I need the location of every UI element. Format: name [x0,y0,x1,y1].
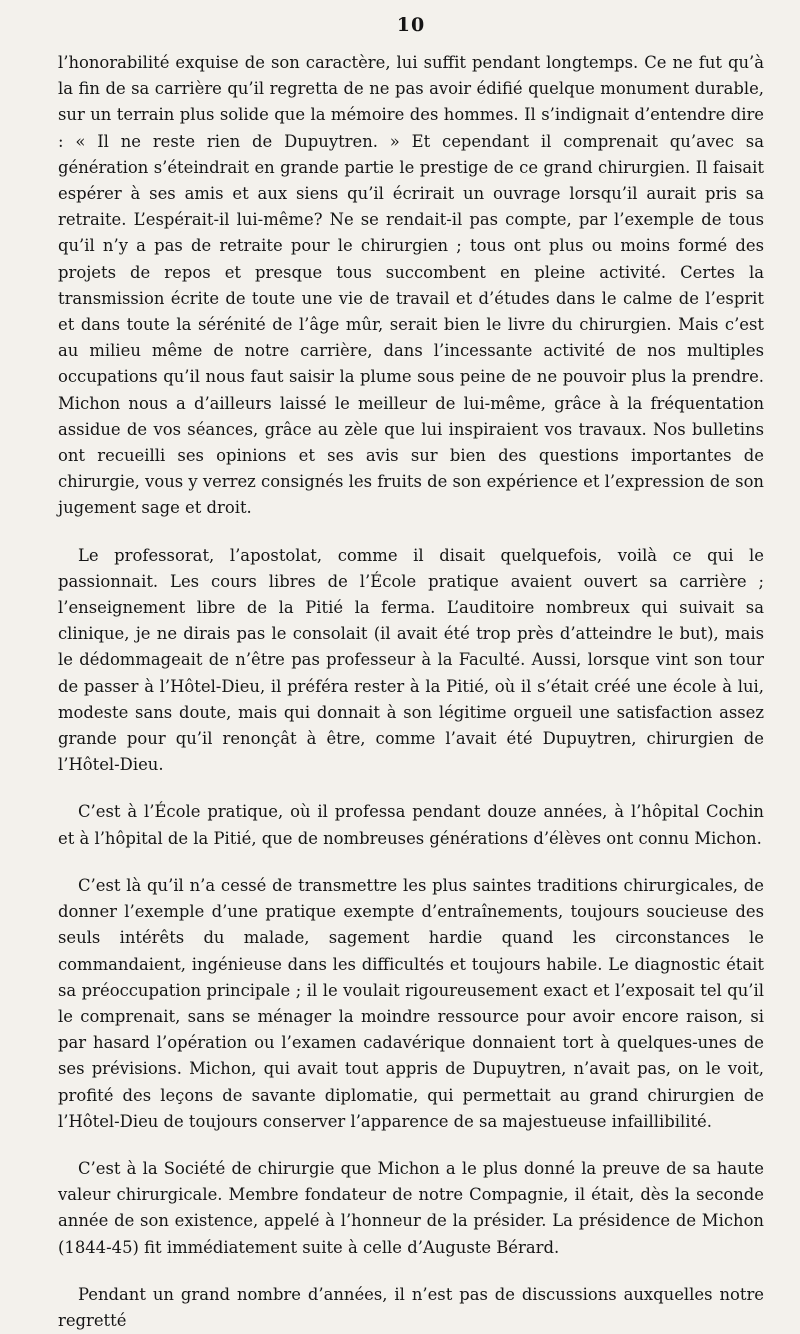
paragraph-3: C’est à l’École pratique, où il professa pendant douze années, à l’hôpital Cochin et à l’hôpital de la Pitié, que de nombreuses générations d’élèves ont connu Michon. [58,802,764,848]
paragraph-1: l’honorabilité exquise de son caractère, lui suffit pendant longtemps. Ce ne fut qu’à la fin de sa carrière qu’il regretta de ne pas avoir édifié quelque monument durable, sur un terrain plus solide que la mémoire des hommes. Il s’indignait d’entendre dire : « Il ne reste rien de Dupuytren. » Et cependant il comprenait qu’avec sa génération s’éteindrait en grande partie le prestige de ce grand chirurgien. Il faisait espérer à ses amis et aux siens qu’il écrirait un ouvrage lorsqu’il aurait pris sa retraite. L’espérait-il lui-même? Ne se rendait-il pas compte, par l’exemple de tous qu’il n’y a pas de retraite pour le chirurgien ; tous ont plus ou moins formé des projets de repos et presque tous succombent en pleine activité. Certes la transmission écrite de toute une vie de travail et d’études dans le calme de l’esprit et dans toute la sérénité de l’âge mûr, serait bien le livre du chirurgien. Mais c’est au milieu même de notre carrière, dans l’incessante activité de nos multiples occupations qu’il nous faut saisir la plume sous peine de ne pouvoir plus la prendre. Michon nous a d’ailleurs laissé le meilleur de lui-même, grâce à la fréquentation assidue de vos séances, grâce au zèle que lui inspiraient vos travaux. Nos bulletins ont recueilli ses opinions et ses avis sur bien des questions importantes de chirurgie, vous y verrez consignés les fruits de son expérience et l’expression de son jugement sage et droit. [58,53,764,518]
paragraph-2: Le professorat, l’apostolat, comme il disait quelquefois, voilà ce qui le passionnait. Les cours libres de l’École pratique avaient ouvert sa carrière ; l’enseignement libre de la Pitié la ferma. L’auditoire nombreux qui suivait sa clinique, je ne dirais pas le consolait (il avait été trop près d’atteindre le but), mais le dédommageait de n’être pas professeur à la Faculté. Aussi, lorsque vint son tour de passer à l’Hôtel-Dieu, il préféra rester à la Pitié, où il s’était créé une école à lui, modeste sans doute, mais qui donnait à son légitime orgueil une satisfaction assez grande pour qu’il renonçât à être, comme l’avait été Dupuytren, chirurgien de l’Hôtel-Dieu. [58,545,764,775]
paragraph-6: Pendant un grand nombre d’années, il n’est pas de discussions auxquelles notre regretté [58,1284,764,1330]
paragraph-5: C’est à la Société de chirurgie que Michon a le plus donné la preuve de sa haute valeur chirurgicale. Membre fondateur de notre Compagnie, il était, dès la seconde année de son existence, appelé à l’honneur de la présider. La présidence de Michon (1844-45) fit immédiatement suite à celle d’Auguste Bérard. [58,1158,764,1257]
paragraph-4: C’est là qu’il n’a cessé de transmettre les plus saintes traditions chirurgicales, de donner l’exemple d’une pratique exempte d’entraînements, toujours soucieuse des seuls intérêts du malade, sagement hardie quand les circonstances le commandaient, ingénieuse dans les difficultés et toujours habile. Le diagnostic était sa préoccupation principale ; il le voulait rigoureusement exact et l’exposait tel qu’il le comprenait, sans se ménager la moindre ressource pour avoir encore raison, si par hasard l’opération ou l’examen cadavérique donnaient tort à quelques-unes de ses prévisions. Michon, qui avait tout appris de Dupuytren, n’avait pas, on le voit, profité des leçons de savante diplomatie, qui permettait au grand chirurgien de l’Hôtel-Dieu de toujours conserver l’apparence de sa majestueuse infaillibilité. [58,875,764,1131]
page-number: 10 [396,14,426,36]
